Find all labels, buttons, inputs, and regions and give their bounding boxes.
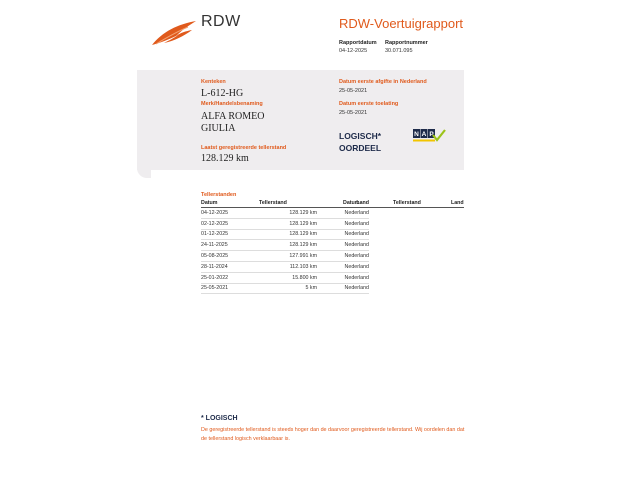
header-tellerstand: Tellerstand: [251, 199, 317, 208]
header-datum: Datum: [201, 199, 251, 208]
cell-tellerstand: 112.103 km: [251, 261, 317, 272]
panel-notch: [137, 168, 151, 178]
cell-tellerstand: 128.129 km: [251, 240, 317, 251]
brand-name: RDW: [201, 13, 241, 30]
cell-tellerstand: 128.129 km: [251, 208, 317, 219]
cell-land: Nederland: [317, 283, 369, 294]
cell-tellerstand: 128.129 km: [251, 229, 317, 240]
odometer-table: [201, 199, 369, 294]
teller-value: 128.129 km: [201, 153, 249, 164]
table-row: [201, 283, 369, 294]
table-row: [201, 218, 369, 229]
header-land-2: Land: [451, 200, 464, 206]
header-datum-2: Datum: [343, 199, 393, 208]
report-date-value: 04-12-2025: [339, 48, 368, 54]
table-row: [201, 261, 369, 272]
merk-label: Merk/Handelsbenaming: [201, 101, 263, 107]
svg-text:A: A: [421, 131, 427, 138]
oordeel-line2: OORDEEL: [339, 143, 382, 153]
cell-datum: 04-12-2025: [201, 208, 251, 219]
toelating-value: 25-05-2021: [339, 110, 368, 116]
cell-datum: 24-11-2025: [201, 240, 251, 251]
cell-land: Nederland: [317, 208, 369, 219]
afgifte-label: Datum eerste afgifte in Nederland: [339, 79, 427, 85]
table-row: [201, 240, 369, 251]
svg-text:P: P: [429, 131, 434, 138]
odometer-table-empty: [343, 199, 464, 208]
cell-datum: 28-11-2024: [201, 261, 251, 272]
cell-land: Nederland: [317, 218, 369, 229]
cell-land: Nederland: [317, 272, 369, 283]
afgifte-value: 25-05-2021: [339, 88, 368, 94]
tellerstanden-title: Tellerstanden: [201, 192, 237, 198]
model-value: GIULIA: [201, 123, 236, 134]
cell-land: Nederland: [317, 229, 369, 240]
kenteken-value: L-612-HG: [201, 88, 244, 99]
table-row: [201, 251, 369, 262]
merk-value: ALFA ROMEO: [201, 111, 265, 122]
vehicle-panel: [137, 70, 464, 170]
report-number-label: Rapportnummer: [385, 40, 428, 46]
header-tellerstand-2: Tellerstand: [393, 199, 451, 208]
table-row: [201, 229, 369, 240]
rdw-flame-logo-icon: [150, 18, 198, 48]
cell-datum: 05-08-2025: [201, 251, 251, 262]
nap-check-icon: [413, 129, 446, 142]
odometer-header-row-2: [343, 199, 464, 208]
svg-text:N: N: [414, 131, 419, 138]
kenteken-label: Kenteken: [201, 79, 226, 85]
table-row: [201, 272, 369, 283]
header-land: Land: [317, 199, 369, 208]
cell-datum: 25-05-2021: [201, 283, 251, 294]
table-row: [201, 208, 369, 219]
report-number-value: 30.071.095: [385, 48, 413, 54]
cell-tellerstand: 128.129 km: [251, 218, 317, 229]
report-title: RDW-Voertuigrapport: [339, 16, 464, 31]
cell-datum: 01-12-2025: [201, 229, 251, 240]
cell-datum: 25-01-2022: [201, 272, 251, 283]
cell-tellerstand: 127.991 km: [251, 251, 317, 262]
cell-land: Nederland: [317, 261, 369, 272]
footnote-text: De geregistreerde tellerstand is steeds hoger dan de daarvoor geregistreerde tellerstand. Wij oordelen dan dat de tellerstand logisch verklaarbaar is.: [201, 427, 465, 442]
footnote-title: * LOGISCH: [201, 415, 238, 422]
cell-datum: 02-12-2025: [201, 218, 251, 229]
report-date-label: Rapportdatum: [339, 40, 377, 46]
oordeel-line1: LOGISCH*: [339, 131, 382, 141]
cell-tellerstand: 5 km: [251, 283, 317, 294]
cell-land: Nederland: [317, 251, 369, 262]
cell-tellerstand: 15.800 km: [251, 272, 317, 283]
cell-land: Nederland: [317, 240, 369, 251]
toelating-label: Datum eerste toelating: [339, 101, 399, 107]
teller-label: Laatst geregistreerde tellerstand: [201, 145, 287, 151]
